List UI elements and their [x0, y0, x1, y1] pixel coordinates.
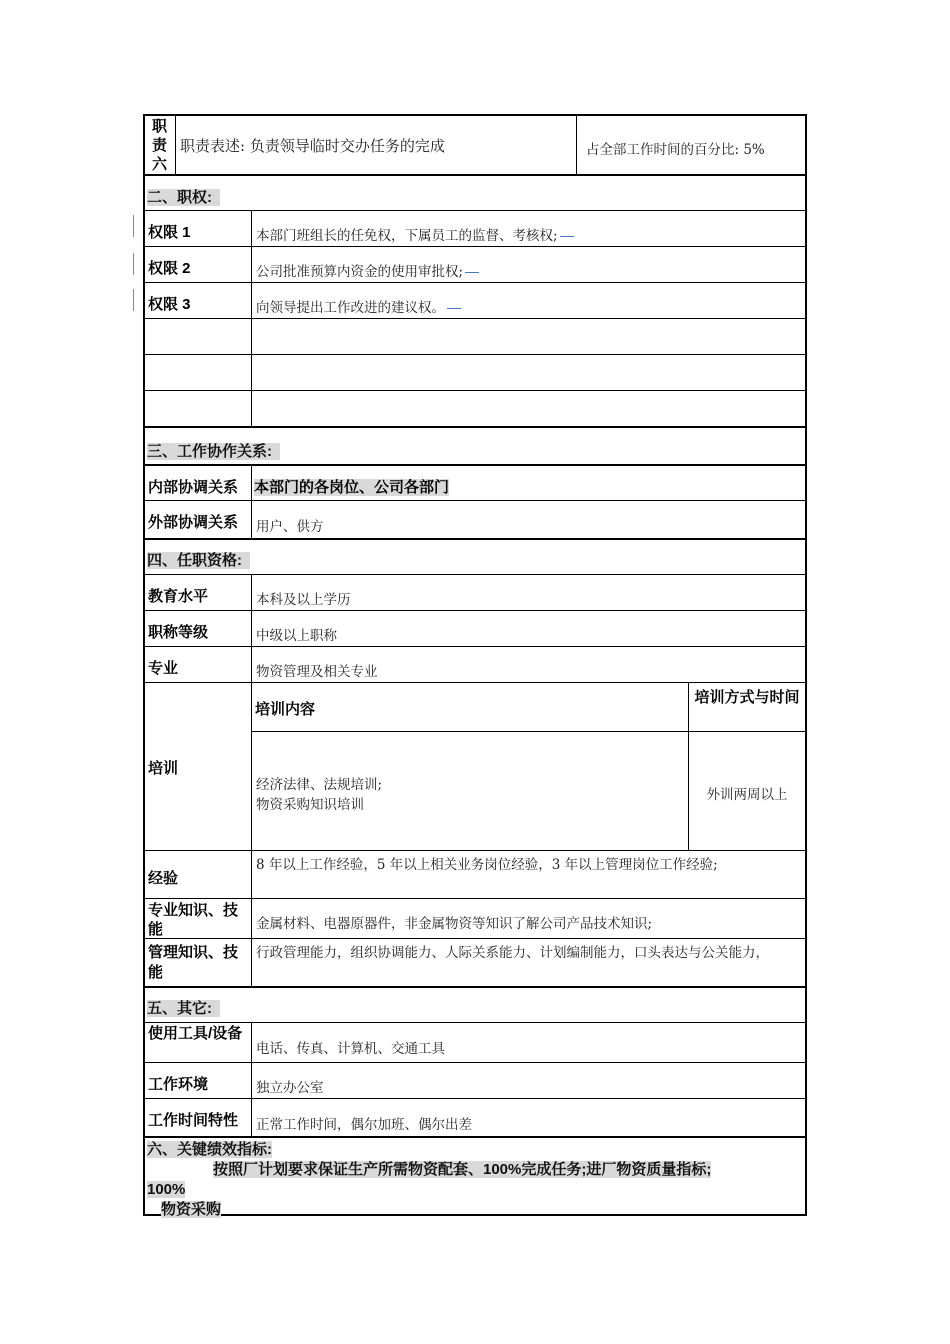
- work-time-value: 正常工作时间，偶尔加班、偶尔出差: [251, 1099, 805, 1136]
- professional-skill-value: 金属材料、电器原器件，非金属物资等知识了解公司产品技术知识;: [251, 899, 805, 938]
- work-time-row: [145, 1098, 805, 1136]
- environment-label: 工作环境: [148, 1076, 209, 1093]
- authority-section-row: [145, 174, 805, 210]
- experience-label: 经验: [148, 870, 179, 887]
- authority-label-2: 权限 2: [148, 260, 191, 277]
- authority-heading: 二、职权:: [147, 189, 212, 206]
- management-skill-row: [145, 938, 805, 986]
- empty-row-3: [145, 390, 805, 426]
- tools-row: [145, 1022, 805, 1062]
- cooperation-heading: 三、工作协作关系:: [147, 443, 272, 460]
- other-section-row: [145, 986, 805, 1022]
- authority-label-3: 权限 3: [148, 296, 191, 313]
- environment-value: 独立办公室: [251, 1063, 805, 1098]
- external-coordination-value: 用户、供方: [251, 501, 805, 538]
- training-method-header: 培训方式与时间: [688, 683, 805, 731]
- authority-row-2: [145, 246, 805, 282]
- qualification-heading: 四、任职资格:: [147, 552, 242, 569]
- external-coordination-row: [145, 500, 805, 538]
- experience-row: [145, 850, 805, 898]
- kpi-heading: 六、关键绩效指标:: [147, 1141, 272, 1158]
- work-time-label: 工作时间特性: [148, 1112, 239, 1129]
- empty-row-2: [145, 354, 805, 390]
- internal-coordination-row: [145, 464, 805, 500]
- qualification-section-row: [145, 538, 805, 574]
- duty-six-percent: 占全部工作时间的百分比: 5%: [576, 116, 805, 174]
- internal-coordination-value: 本部门的各岗位、公司各部门: [254, 479, 450, 496]
- authority-row-3: [145, 282, 805, 318]
- education-row: [145, 574, 805, 610]
- major-label: 专业: [148, 660, 179, 677]
- education-value: 本科及以上学历: [251, 575, 805, 610]
- management-skill-value: 行政管理能力，组织协调能力、人际关系能力、计划编制能力，口头表达与公关能力，: [251, 939, 805, 986]
- empty-row-1: [145, 318, 805, 354]
- major-row: [145, 646, 805, 682]
- authority-value-1: 本部门班组长的任免权，下属员工的监督、考核权;: [256, 228, 558, 244]
- authority-row-1: [145, 210, 805, 246]
- authority-value-2: 公司批准预算内资金的使用审批权;: [256, 264, 464, 280]
- kpi-line-3: 物资采购: [161, 1201, 222, 1218]
- experience-value: 8 年以上工作经验，5 年以上相关业务岗位经验，3 年以上管理岗位工作经验;: [251, 851, 805, 898]
- professional-skill-label: 专业知识、技能: [148, 902, 239, 938]
- external-coordination-label: 外部协调关系: [148, 514, 239, 531]
- training-content-line-2: 物资采购知识培训: [256, 797, 364, 813]
- other-heading: 五、其它:: [147, 1000, 212, 1017]
- training-content-header: 培训内容: [255, 701, 316, 718]
- kpi-line-1: 按照厂计划要求保证生产所需物资配套、100%完成任务;进厂物资质量指标;: [213, 1161, 712, 1178]
- major-value: 物资管理及相关专业: [251, 647, 805, 682]
- duty-six-label: 职责六: [152, 118, 168, 173]
- title-grade-value: 中级以上职称: [251, 611, 805, 646]
- job-description-table: [143, 114, 807, 1216]
- training-content-line-1: 经济法律、法规培训;: [256, 777, 383, 793]
- tools-label: 使用工具/设备: [148, 1025, 243, 1042]
- duty-six-description: 职责表述: 负责领导临时交办任务的完成: [175, 116, 576, 174]
- duty-six-row: [145, 116, 805, 174]
- education-label: 教育水平: [148, 588, 209, 605]
- kpi-section-row: [145, 1136, 805, 1216]
- training-row: [145, 682, 805, 850]
- management-skill-label: 管理知识、技能: [148, 944, 239, 981]
- kpi-line-2: 100%: [147, 1181, 186, 1198]
- authority-value-3: 向领导提出工作改进的建议权。: [256, 300, 445, 316]
- training-content-cell: [252, 731, 687, 850]
- cooperation-section-row: [145, 426, 805, 464]
- professional-skill-row: [145, 898, 805, 938]
- tools-value: 电话、传真、计算机、交通工具: [251, 1023, 805, 1062]
- internal-coordination-label: 内部协调关系: [148, 479, 239, 496]
- authority-label-1: 权限 1: [148, 224, 191, 241]
- title-grade-label: 职称等级: [148, 624, 209, 641]
- title-grade-row: [145, 610, 805, 646]
- training-method-value: 外训两周以上: [688, 731, 805, 850]
- training-label: 培训: [148, 760, 179, 777]
- environment-row: [145, 1062, 805, 1098]
